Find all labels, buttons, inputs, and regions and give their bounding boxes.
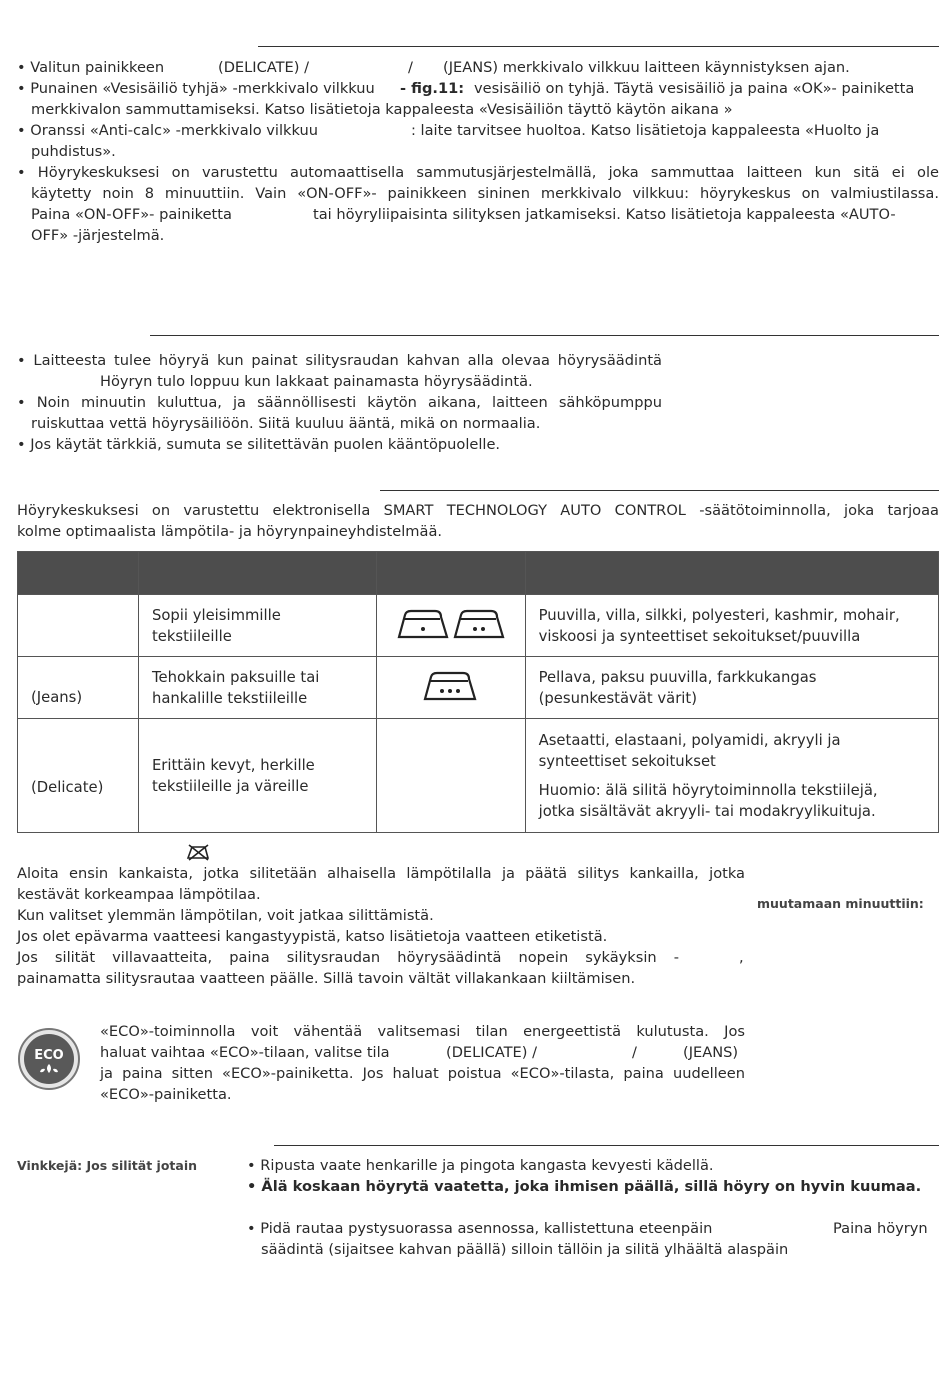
eco-badge-text: ECO [34,1048,64,1063]
smart-intro: Höyrykeskuksesi on varustettu elektronisella SMART TECHNOLOGY AUTO CONTROL -säätötoiminnolla, joka tarjoaa kolme optimaalista lämpötila- ja höyrynpaineyhdistelmää. [17,502,939,540]
side-note: muutamaan minuuttiin: [757,896,924,911]
tips-label: Vinkkejä: Jos silität jotain [17,1158,198,1173]
iron-three-dots-icon [376,657,525,719]
description-cell: Sopii yleisimmille tekstiileille [138,595,376,657]
steam-bullets: • Laitteesta tulee höyryä kun painat silitysraudan kahvan alla olevaa höyrysäädintä Höyryn tulo loppuu kun lakkaat painamasta höyrysäädintä. • Noin minuutin kuluttua, ja säännöllisesti käytön aikana, laitteen sähköpumppu ruiskuttaa vettä höyrysäiliöön. Siitä kuuluu ääntä, mikä on normaalia. • Jos käytät tärkkiä, sumuta se silitettävän puolen kääntöpuolelle. [17,352,662,453]
section-rule-smart [380,490,939,491]
fabrics-cell: Asetaatti, elastaani, polyamidi, akryyli ja synteettiset sekoitukset Huomio: älä silitä höyrytoiminnolla tekstiilejä, jotka sisältävät akryyli- tai modakryylikuituja. [525,719,938,833]
table-header-cell [525,552,938,595]
mode-cell: (Jeans) [18,657,139,719]
mode-cell [18,595,139,657]
status-bullet-1: • Valitun painikkeen (DELICATE) / / (JEANS) merkkivalo vilkkuu laitteen käynnistyksen ajan. [17,59,850,76]
table-header-row [18,552,939,595]
status-bullet-3: • Oranssi «Anti-calc» -merkkivalo vilkkuu : laite tarvitsee huoltoa. Katso lisätietoja kappaleesta «Huolto ja puhdistus». [17,122,880,160]
table-header-cell [18,552,139,595]
description-cell: Tehokkain paksuille tai hankalille tekstiileille [138,657,376,719]
tips-list: • Ripusta vaate henkarille ja pingota kangasta kevyesti kädellä. • Älä koskaan höyrytä vaatetta, joka ihmisen päällä, sillä höyry on hyvin kuumaa. • Pidä rautaa pystysuorassa asennossa, kallistettuna eteenpäin Paina höyryn säädintä (sijaitsee kahvan päällä) silloin tällöin ja silitä ylhäältä alaspäin [247,1157,928,1258]
section-rule-tips [274,1145,939,1146]
no-steam-icon [186,843,210,861]
table-header-cell [376,552,525,595]
fabrics-cell: Pellava, paksu puuvilla, farkkukangas (pesunkestävät värit) [525,657,938,719]
settings-table [17,551,939,833]
mode-cell: (Delicate) [18,719,139,833]
section-rule-steam [150,335,939,336]
iron-three-dots-svg [421,667,481,703]
table-row [18,719,939,833]
eco-icon [17,1027,81,1091]
eco-text: «ECO»-toiminnolla voit vähentää valitsemasi tilan energeettistä kulutusta. Jos haluat vaihtaa «ECO»-tilaan, valitse tila (DELICATE) / / (JEANS) ja paina sitten «ECO»-painiketta. Jos haluat poistua «ECO»-tilasta, paina uudelleen «ECO»-painiketta. [100,1023,745,1103]
description-cell: Erittäin kevyt, herkille tekstiileille ja väreille [138,719,376,833]
iron-temperature-icons [391,605,511,641]
status-bullet-2: • Punainen «Vesisäiliö tyhjä» -merkkivalo vilkkuu - fig.11: vesisäiliö on tyhjä. Täytä vesisäiliö ja paina «OK»- painiketta merkkivalon sammuttamiseksi. Katso lisätietoja kappaleesta «Vesisäiliön täyttö käytön aikana » [17,80,915,118]
status-bullet-4: • Höyrykeskuksesi on varustettu automaattisella sammutusjärjestelmällä, joka sammuttaa laitteen kun sitä ei ole käytetty noin 8 minuuttiin. Vain «ON-OFF»- painikkeen sininen merkkivalo vilkkuu: höyrykeskus on valmiustilassa. Paina «ON-OFF»- painiketta tai höyryliipaisinta silityksen jatkamiseksi. Katso lisätietoja kappaleesta «AUTO- OFF» -järjestelmä. [17,164,939,244]
iron-one-dot-and-two-dots-icon [376,595,525,657]
table-header-cell [138,552,376,595]
icon-cell-empty [376,719,525,833]
fabrics-cell: Puuvilla, villa, silkki, polyesteri, kashmir, mohair, viskoosi ja synteettiset sekoitukset/puuvilla [525,595,938,657]
table-row [18,595,939,657]
section-rule-status [258,46,939,47]
ironing-notes: Aloita ensin kankaista, jotka silitetään alhaisella lämpötilalla ja päätä silitys kankailla, jotka kestävät korkeampaa lämpötilaa. Kun valitset ylemmän lämpötilan, voit jatkaa silittämistä. Jos olet epävarma vaatteesi kangastyypistä, katso lisätietoja vaatteen etiketistä. Jos silität villavaatteita, paina silitysraudan höyrysäädintä nopein sykäyksin - , painamatta silitysrautaa vaatteen päälle. Sillä tavoin vältät villakankaan kiiltämisen. [17,865,745,987]
table-row [18,657,939,719]
